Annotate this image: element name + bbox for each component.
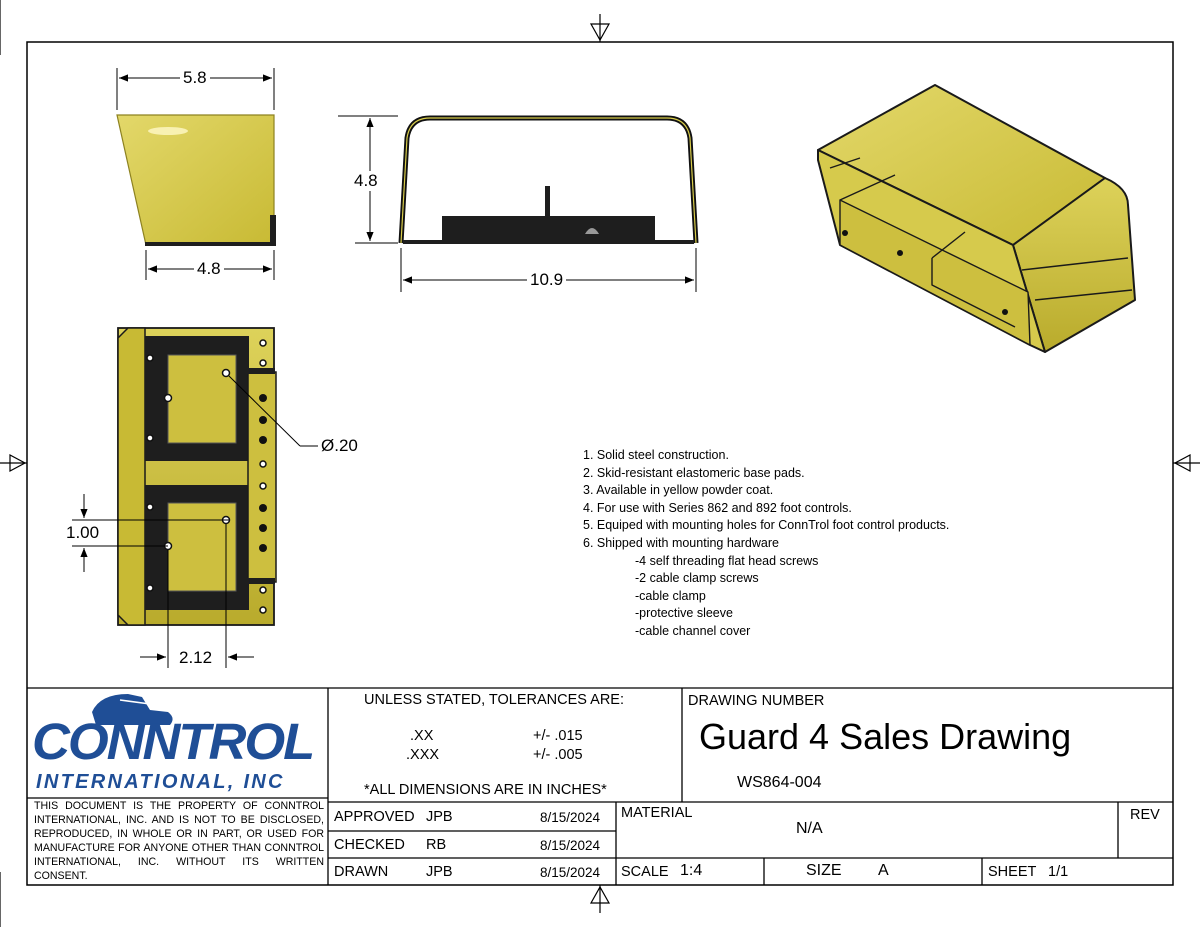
note-line: 6. Shipped with mounting hardware xyxy=(583,535,779,550)
sheet-value: 1/1 xyxy=(1048,864,1069,880)
side-bottom-dimension: 4.8 xyxy=(194,259,224,279)
hole-pitch-dimension: 2.12 xyxy=(176,648,215,668)
tolerance-xx-value: +/- .015 xyxy=(533,728,583,744)
note-line: 4. For use with Series 862 and 892 foot controls. xyxy=(583,500,852,515)
checked-by: RB xyxy=(426,837,447,853)
hardware-item: -2 cable clamp screws xyxy=(635,571,759,586)
scale-value: 1:4 xyxy=(680,862,703,879)
top-view xyxy=(72,328,318,668)
side-top-dimension: 5.8 xyxy=(180,68,210,88)
tolerances-heading: UNLESS STATED, TOLERANCES ARE: xyxy=(364,692,625,708)
approved-label: APPROVED xyxy=(334,809,415,825)
drawn-label: DRAWN xyxy=(334,864,389,880)
hardware-item: -cable clamp xyxy=(635,588,706,603)
checked-date: 8/15/2024 xyxy=(540,838,601,853)
front-height-dimension: 4.8 xyxy=(351,171,381,191)
drawing-number-label: DRAWING NUMBER xyxy=(688,693,825,709)
note-line: 3. Available in yellow powder coat. xyxy=(583,483,774,498)
logo-subtitle: INTERNATIONAL, INC xyxy=(36,771,285,793)
tolerance-xx-label: .XX xyxy=(410,728,434,744)
hardware-item: -cable channel cover xyxy=(635,623,751,638)
note-line: 1. Solid steel construction. xyxy=(583,448,729,462)
hardware-item: -protective sleeve xyxy=(635,606,733,621)
units-note: *ALL DIMENSIONS ARE IN INCHES* xyxy=(364,782,607,798)
legal-notice: THIS DOCUMENT IS THE PROPERTY OF CONNTROL INTERNATIONAL, INC. AND IS NOT TO BE DISCLOSED, REPRODUCED, IN WHOLE OR IN PART, OR USED FOR MANUFACTURE FOR ANYONE OTHER THAN CONNTROL INTERNATIONAL, INC. WITHOUT ITS WRITTEN CONSENT. xyxy=(34,800,324,882)
checked-label: CHECKED xyxy=(334,837,405,853)
drawing-number: WS864-004 xyxy=(737,774,822,791)
sheet-label: SHEET xyxy=(988,864,1037,880)
drawing-title: Guard 4 Sales Drawing xyxy=(699,716,1072,757)
approved-date: 8/15/2024 xyxy=(540,810,601,825)
front-width-dimension: 10.9 xyxy=(527,270,566,290)
drawn-by: JPB xyxy=(426,864,453,880)
hole-spacing-dimension: 1.00 xyxy=(63,523,102,543)
size-value: A xyxy=(878,862,889,879)
scale-label: SCALE xyxy=(621,864,669,880)
rev-label: REV xyxy=(1130,807,1160,823)
drawing-notes xyxy=(583,447,949,641)
hardware-item: -4 self threading flat head screws xyxy=(635,553,819,568)
logo-wordmark: CONNTROL xyxy=(32,713,314,770)
note-line: 2. Skid-resistant elastomeric base pads. xyxy=(583,465,805,480)
drawn-date: 8/15/2024 xyxy=(540,865,601,880)
material-value: N/A xyxy=(796,820,823,837)
note-line: 5. Equiped with mounting holes for ConnTrol foot control products. xyxy=(583,518,950,533)
isometric-view xyxy=(818,85,1135,352)
size-label: SIZE xyxy=(806,862,842,879)
tolerance-xxx-value: +/- .005 xyxy=(533,747,583,763)
material-label: MATERIAL xyxy=(621,805,693,821)
front-view xyxy=(338,116,696,292)
tolerance-xxx-label: .XXX xyxy=(406,747,440,763)
hole-diameter-dimension: Ø.20 xyxy=(321,436,358,455)
side-view xyxy=(117,68,276,280)
approved-by: JPB xyxy=(426,809,453,825)
